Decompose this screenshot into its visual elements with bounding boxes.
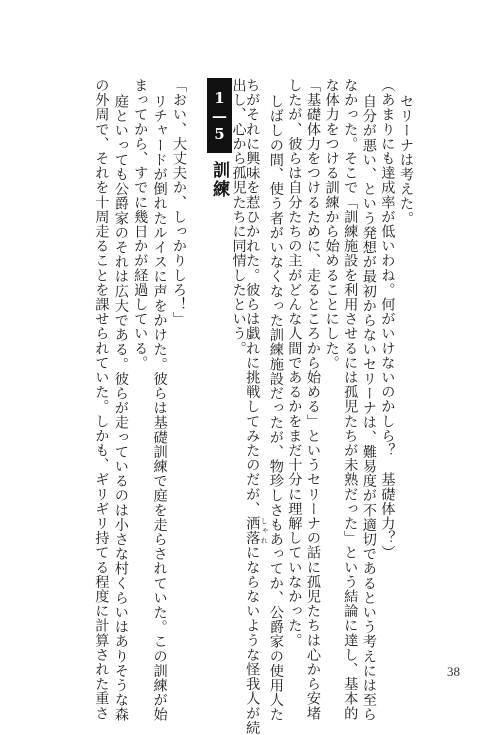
text-column-4: なかった。そこで「訓練施設を利用させるには孤児たちが未熟だった」という結論に達し、基本的 xyxy=(342,78,359,721)
text-column-13: まってから、すでに幾日かが経過している。 xyxy=(132,78,149,370)
text-column-1: セリーナは考えた。 xyxy=(398,94,414,226)
text-column-6: 「基礎体力をつけるために、走るところから始める」というセリーナの話に孤児たちは心から安堵 xyxy=(305,78,321,721)
section-number: 1—5 xyxy=(207,78,232,153)
text-column-14: 庭といっても公爵家のそれは広大である。彼らが走っているのは小さな村くらいはありそうな森 xyxy=(112,94,129,722)
ruby-share: 洒落 しゃれ xyxy=(244,516,269,546)
text-column-15: の外周で、それを十周走ることを課せられていた。しかも、ギリギリ持てる程度に計算された重さ xyxy=(93,78,110,721)
text-column-2: （あまりにも達成率が低いわね。何がいけないのかしら？ 基礎体力？） xyxy=(379,78,396,560)
text-column-11: 「おい、大丈夫か、しっかりしろ！」 xyxy=(171,78,187,327)
text-column-8: しばしの間、使う者がいなくなった訓練施設だったが、物珍しさもあってか、公爵家の使用人た xyxy=(267,94,284,722)
text-column-9: ちがそれに興味を惹ひかれた。彼らは戯れに挑戦してみたのだが、洒落 しゃれにならないような怪我人が続 xyxy=(244,78,269,735)
section-title: 訓練 xyxy=(209,161,229,199)
text-column-12: リチャードが倒れたルイスに声をかけた。彼らは基礎訓練で庭を走らされていた。この訓練が始 xyxy=(151,94,168,722)
page-number: 38 xyxy=(447,664,460,679)
text-column-10: 出し、心から孤児たちに同情したという。 xyxy=(230,78,247,356)
text-column-7: したが、彼らは自分たちの主がどんな人間であるかをまだ十分に理解していなかった。 xyxy=(286,78,303,648)
text-column-3: 自分が悪い、という発想が最初からないセリーナは、難易度が不適切であるという考えには至ら xyxy=(360,94,377,722)
text-column-5: な体力をつける訓練から始めることにした。 xyxy=(323,78,340,370)
